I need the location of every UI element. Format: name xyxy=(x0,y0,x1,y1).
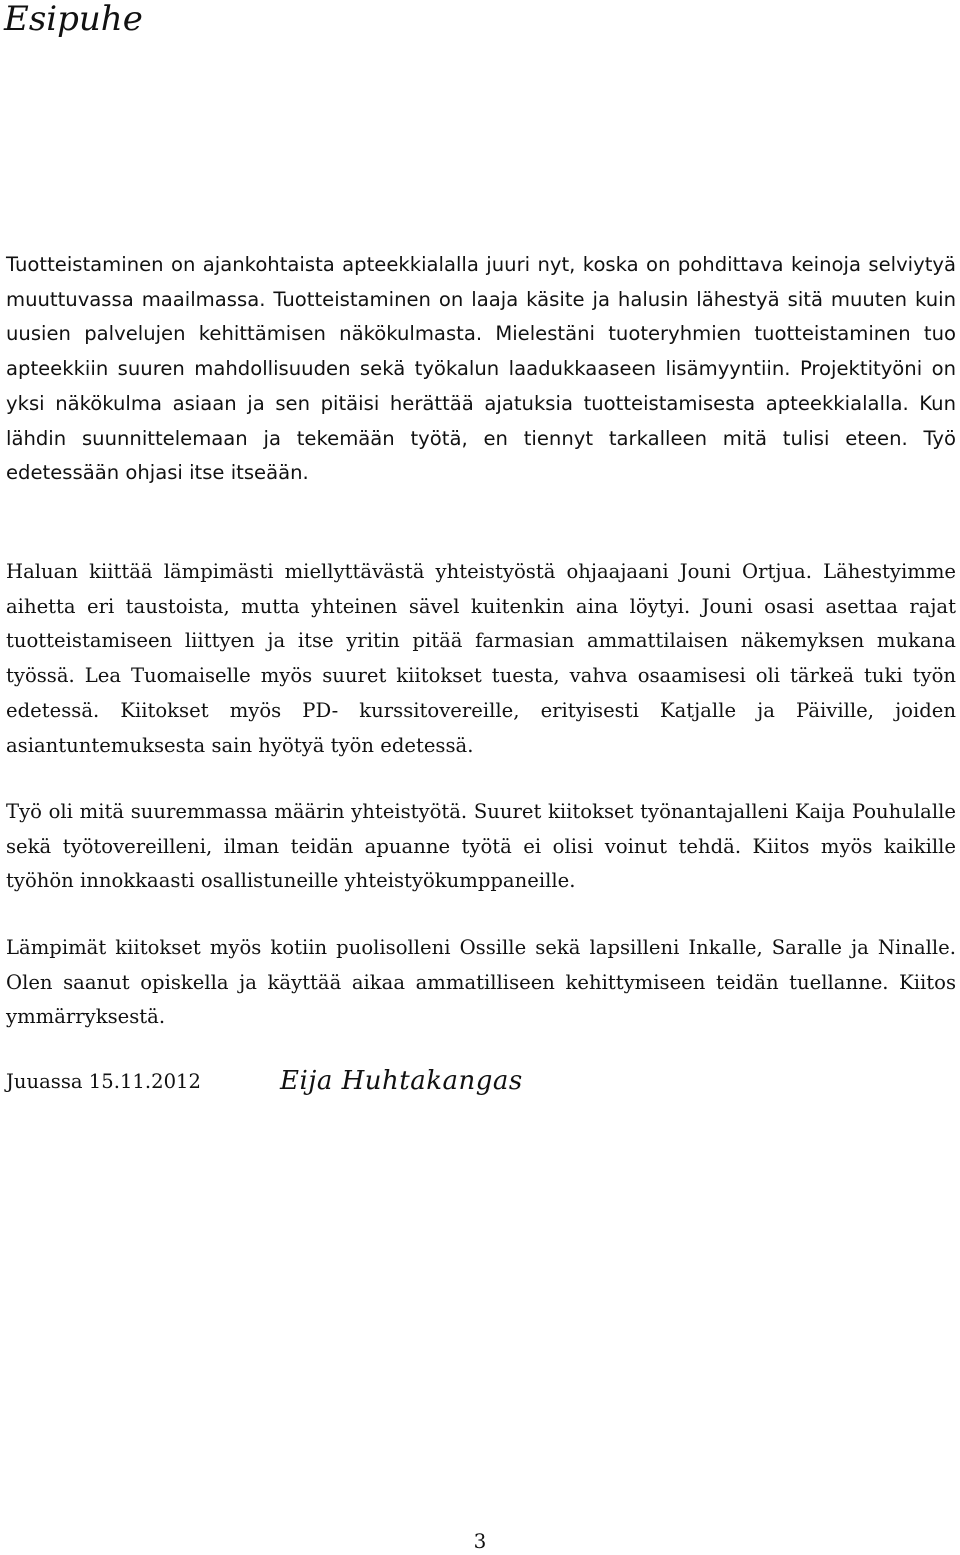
page-number: 3 xyxy=(473,1529,487,1553)
paragraph-intro: Tuotteistaminen on ajankohtaista apteekkialalla juuri nyt, koska on pohdittava keinoja selviytyä muuttuvassa maailmassa. Tuotteistaminen on laaja käsite ja halusin lähestyä sitä muuten kuin uusien palvelujen kehittämisen näkökulmasta. Mielestäni tuoteryhmien tuotteistaminen tuo apteekkiin suuren mahdollisuuden sekä työkalun laadukkaaseen lisämyyntiin. Projektityöni on yksi näkökulma asiaan ja sen pitäisi herättää ajatuksia tuotteistamisesta apteekkialalla. Kun lähdin suunnittelemaan ja tekemään työtä, en tiennyt tarkalleen mitä tulisi eteen. Työ edetessään ohjasi itse itseään. xyxy=(6,253,956,485)
page-title: Esipuhe xyxy=(4,0,143,39)
paragraph-thanks-employer: Työ oli mitä suuremmassa määrin yhteistyötä. Suuret kiitokset työnantajalleni Kaija Pouhulalle sekä työtovereilleni, ilman teidän apuanne työtä ei olisi voinut tehdä. Kiitos myös kaikille työhön innokkaasti osallistuneille yhteistyökumppaneille. xyxy=(6,800,956,893)
signature: Eija Huhtakangas xyxy=(280,1066,523,1096)
place-and-date: Juuassa 15.11.2012 xyxy=(6,1070,201,1093)
paragraph-thanks-supervisor: Haluan kiittää lämpimästi miellyttävästä yhteistyöstä ohjaajaani Jouni Ortjua. Lähestyimme aihetta eri taustoista, mutta yhteinen sävel kuitenkin aina löytyi. Jouni osasi asettaa rajat tuotteistamiseen liittyen ja itse yritin pitää farmasian ammattilaisen näkemyksen mukana työssä. Lea Tuomaiselle myös suuret kiitokset tuesta, vahva osaamisesi oli tärkeä tuki työn edetessä. Kiitokset myös PD- kurssitovereille, erityisesti Katjalle ja Päiville, joiden asiantuntemuksesta sain hyötyä työn edetessä. xyxy=(6,560,956,757)
paragraph-thanks-family: Lämpimät kiitokset myös kotiin puolisolleni Ossille sekä lapsilleni Inkalle, Saralle ja Ninalle. Olen saanut opiskella ja käyttää aikaa ammatilliseen kehittymiseen teidän tuellanne. Kiitos ymmärryksestä. xyxy=(6,936,956,1029)
signoff xyxy=(6,1065,956,1105)
